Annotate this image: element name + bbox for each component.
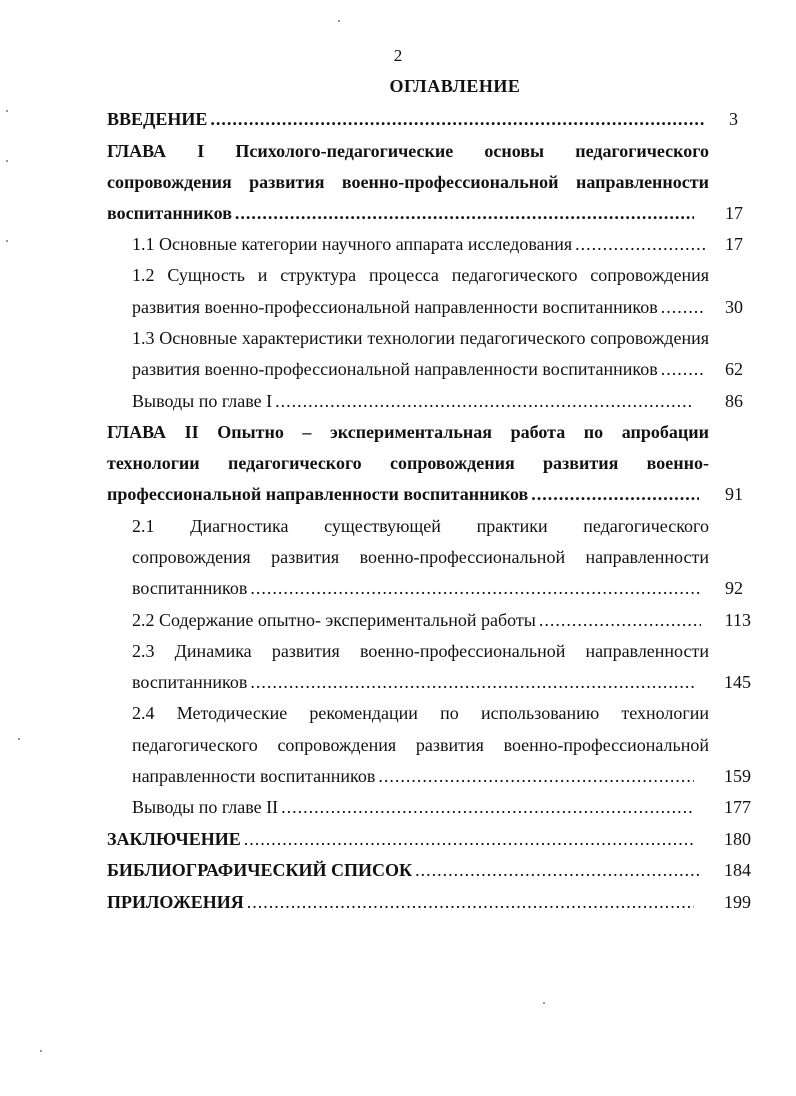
toc-entry-ch1-tail: воспитанников [107, 203, 232, 223]
toc-entry-1-1[interactable] [132, 233, 709, 255]
toc-entry-conclusion[interactable] [107, 828, 697, 850]
scan-speck [6, 110, 8, 112]
toc-entry-2-3-line2[interactable] [132, 671, 700, 693]
leader-dots [235, 202, 694, 224]
toc-entry-intro-page: 3 [729, 109, 738, 129]
scan-speck [40, 1050, 42, 1052]
leader-dots [378, 765, 694, 787]
toc-entry-intro[interactable] [107, 108, 709, 130]
toc-entry-1-2-line1[interactable]: 1.2 Сущность и структура процесса педагогического сопровождения [132, 265, 709, 285]
scan-speck [543, 1002, 545, 1004]
toc-entry-2-3-line1[interactable]: 2.3 Динамика развития военно-профессиональной направленности [132, 641, 709, 661]
toc-entry-1-2-tail: развития военно-профессиональной направленности воспитанников [132, 297, 658, 317]
leader-dots [250, 671, 697, 693]
toc-entry-1-2-line2[interactable] [132, 296, 709, 318]
page-number: 2 [393, 46, 403, 65]
leader-dots [275, 390, 694, 412]
toc-entry-ch1-line1[interactable]: ГЛАВА I Психолого-педагогические основы педагогического [107, 141, 709, 161]
toc-entry-bibliography[interactable] [107, 859, 704, 881]
leader-dots [281, 796, 694, 818]
toc-entry-appendices-label: ПРИЛОЖЕНИЯ [107, 892, 244, 912]
toc-entry-2-1-page: 92 [725, 578, 743, 598]
toc-entry-intro-label: ВВЕДЕНИЕ [107, 109, 208, 129]
scan-speck [18, 738, 20, 740]
toc-entry-2-4-tail: направленности воспитанников [132, 766, 376, 786]
toc-entry-2-1-line2[interactable]: сопровождения развития военно-профессиональной направленности [132, 547, 709, 567]
leader-dots [247, 891, 694, 913]
toc-entry-2-4-line1[interactable]: 2.4 Методические рекомендации по использованию технологии [132, 703, 709, 723]
toc-entry-ch1-page: 17 [725, 203, 743, 223]
toc-entry-ch2-page: 91 [725, 484, 743, 504]
toc-entry-2-3-tail: воспитанников [132, 672, 248, 692]
toc-entry-appendices[interactable] [107, 891, 697, 913]
scan-speck [6, 160, 8, 162]
toc-entry-1-3-line2[interactable] [132, 358, 709, 380]
toc-entry-2-1-line1[interactable]: 2.1 Диагностика существующей практики педагогического [132, 516, 709, 536]
leader-dots [531, 483, 699, 505]
toc-entry-bibliography-page: 184 [724, 860, 751, 880]
toc-entry-1-1-label: 1.1 Основные категории научного аппарата исследования [132, 234, 573, 254]
toc-entry-ch1-line3[interactable] [107, 202, 697, 224]
toc-entry-conclusion-label: ЗАКЛЮЧЕНИЕ [107, 829, 241, 849]
toc-entry-ch1-line2[interactable]: сопровождения развития военно-профессиональной направленности [107, 172, 709, 192]
toc-entry-2-2-label: 2.2 Содержание опытно- экспериментальной работы [132, 610, 536, 630]
toc-entry-conclusions-1-label: Выводы по главе I [132, 391, 273, 411]
toc-entry-1-1-page: 17 [725, 234, 743, 254]
toc-entry-2-1-tail: воспитанников [132, 578, 248, 598]
toc-entry-1-2-page: 30 [725, 297, 743, 317]
toc-entry-ch2-line1[interactable]: ГЛАВА II Опытно – экспериментальная работа по апробации [107, 422, 709, 442]
scan-speck [338, 20, 340, 22]
leader-dots [575, 233, 706, 255]
toc-entry-2-1-line3[interactable] [132, 577, 704, 599]
toc-entry-ch2-tail: профессиональной направленности воспитанников [107, 484, 529, 504]
leader-dots [210, 108, 706, 130]
toc-entry-bibliography-label: БИБЛИОГРАФИЧЕСКИЙ СПИСОК [107, 860, 413, 880]
toc-entry-conclusions-2[interactable] [132, 796, 697, 818]
scan-speck [6, 240, 8, 242]
toc-entry-2-4-line2[interactable]: педагогического сопровождения развития военно-профессиональной [132, 735, 709, 755]
toc-entry-conclusions-1-page: 86 [725, 391, 743, 411]
toc-title: ОГЛАВЛЕНИЕ [389, 76, 521, 96]
toc-entry-1-3-tail: развития военно-профессиональной направленности воспитанников [132, 359, 658, 379]
toc-entry-2-3-page: 145 [724, 672, 751, 692]
toc-entry-conclusions-1[interactable] [132, 390, 697, 412]
toc-entry-2-4-line3[interactable] [132, 765, 697, 787]
toc-entry-1-3-page: 62 [725, 359, 743, 379]
leader-dots [250, 577, 701, 599]
leader-dots [415, 859, 701, 881]
toc-entry-1-3-line1[interactable]: 1.3 Основные характеристики технологии педагогического сопровождения [132, 328, 709, 348]
leader-dots [244, 828, 694, 850]
toc-entry-conclusion-page: 180 [724, 829, 751, 849]
toc-entry-conclusions-2-label: Выводы по главе II [132, 797, 279, 817]
toc-entry-2-4-page: 159 [724, 766, 751, 786]
toc-entry-appendices-page: 199 [724, 892, 751, 912]
toc-entry-2-2-page: 113 [724, 610, 751, 630]
toc-entry-ch2-line2[interactable]: технологии педагогического сопровождения развития военно- [107, 453, 709, 473]
toc-entry-2-2[interactable] [132, 609, 704, 631]
toc-entry-ch2-line3[interactable] [107, 483, 702, 505]
leader-dots [539, 609, 701, 631]
toc-entry-conclusions-2-page: 177 [724, 797, 751, 817]
